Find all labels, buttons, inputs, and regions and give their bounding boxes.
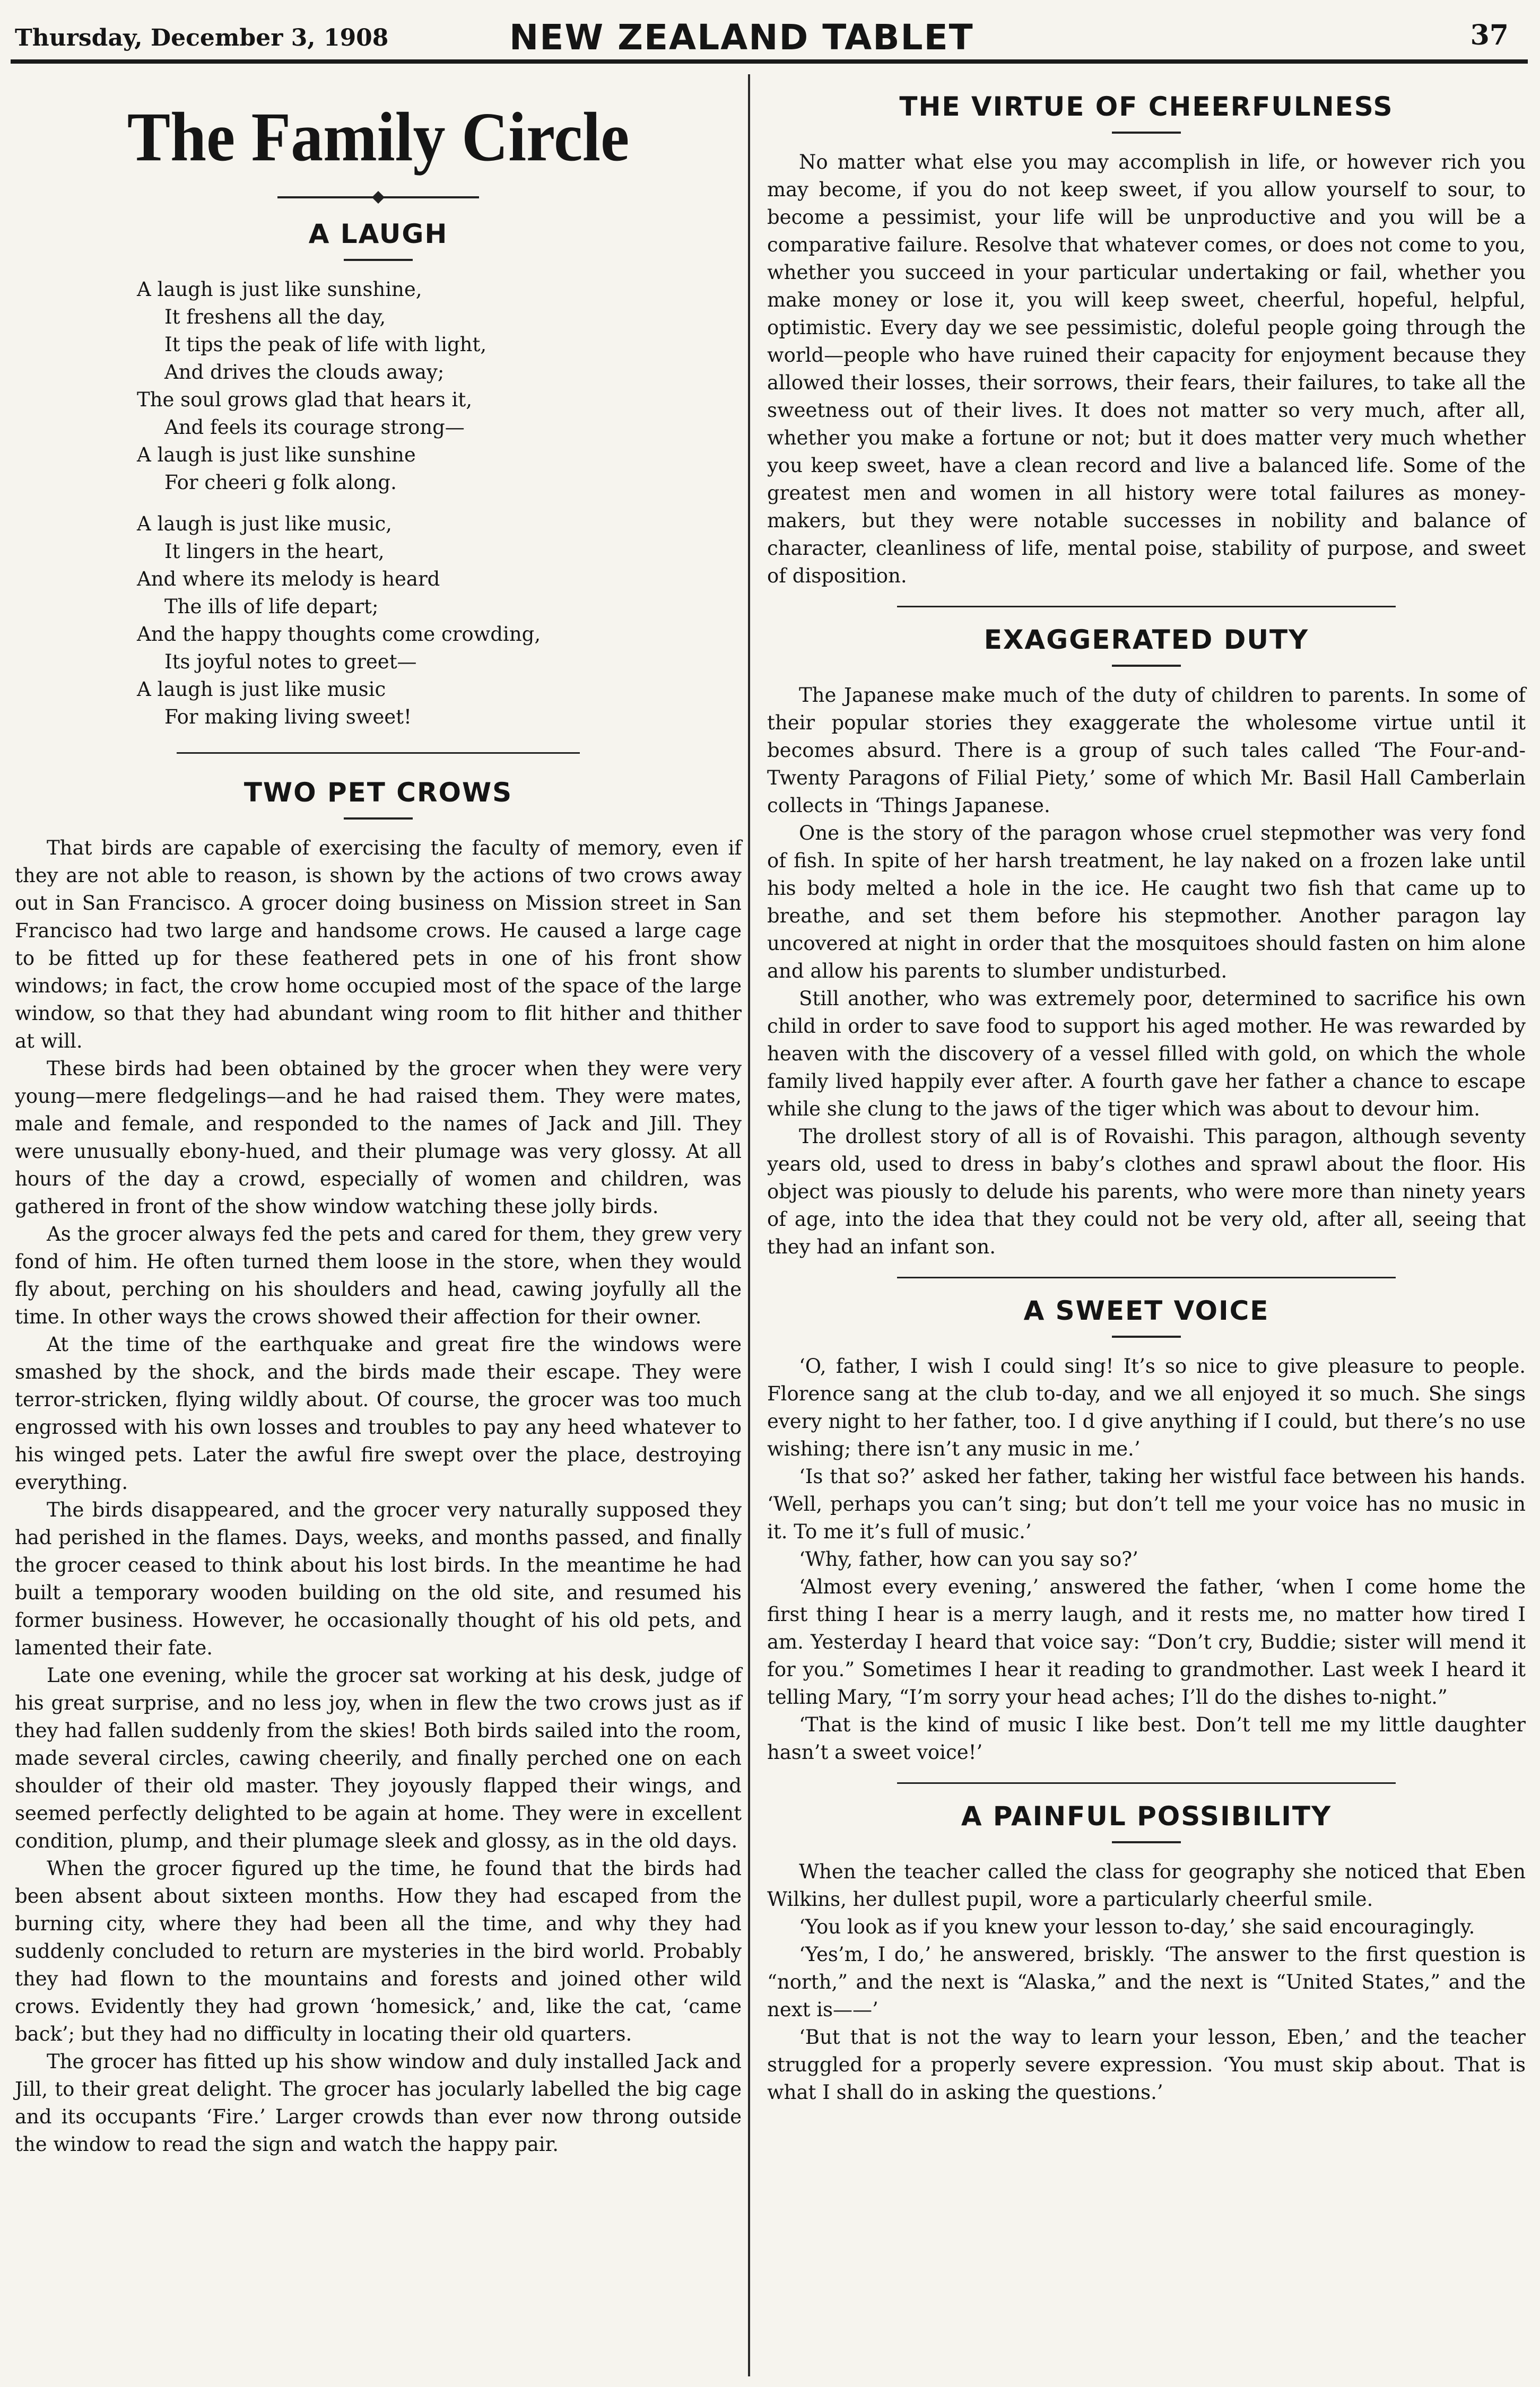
laugh-poem [137,276,742,731]
paragraph: The Japanese make much of the duty of children to parents. In some of their popular stories they exaggerate the wholesome virtue until it becomes absurd. There is a group of such tales called ‘The Four-and-Twenty Paragons of Filial Piety,’ some of which Mr. Basil Hall Camberlain collects in ‘Things Japanese. [767,684,1526,817]
painful-possibility-body [767,1858,1526,2106]
paragraph: As the grocer always fed the pets and cared for them, they grew very fond of him. He often turned them loose in the store, when they would fly about, perching on his shoulders and head, cawing joyfully all the time. In other ways the crows showed their affection for their owner. [15,1223,742,1328]
short-rule [344,817,413,820]
family-circle-title: The Family Circle [127,98,630,176]
paragraph: ‘Is that so?’ asked her father, taking her wistful face between his hands. ‘Well, perhaps you can’t sing; but don’t tell me your voice has no music in it. To me it’s full of music.’ [767,1465,1526,1543]
poem-line: It freshens all the day, [164,306,386,328]
paragraph: The grocer has fitted up his show window and duly installed Jack and Jill, to their great delight. The grocer has jocularly labelled the big cage and its occupants ‘Fire.’ Larger crowds than ever now throng outside the window to read the sign and watch the happy pair. [15,2050,742,2156]
painful-possibility-title: A PAINFUL POSSIBILITY [961,1801,1332,1832]
paragraph: These birds had been obtained by the grocer when they were very young—mere fledgelings—and he had raised them. They were mates, male and female, and responded to the names of Jack and Jill. They were unusually ebony-hued, and their plumage was very glossy. At all hours of the day a crowd, especially of women and children, was gathered in front of the show window watching these jolly birds. [15,1057,742,1218]
issue-date: Thursday, December 3, 1908 [15,24,389,51]
poem-line: For cheeri g folk along. [164,471,397,494]
laugh-title: A LAUGH [308,219,448,249]
paragraph: ‘But that is not the way to learn your lesson, Eben,’ and the teacher struggled for a properly severe expression. ‘You must skip about. That is what I shall do in asking the questions.’ [767,2026,1526,2104]
short-rule [1112,1336,1181,1338]
virtue-of-cheerfulness-title: THE VIRTUE OF CHEERFULNESS [899,91,1394,122]
diamond-ornament-icon [246,187,511,208]
poem-line: And drives the clouds away; [164,361,445,384]
paragraph: ‘Why, father, how can you say so?’ [799,1548,1138,1571]
paragraph: When the teacher called the class for geography she noticed that Eben Wilkins, her dullest pupil, wore a particularly cheerful smile. [767,1860,1526,1911]
poem-line: It lingers in the heart, [164,540,385,563]
section-divider [897,1782,1396,1784]
paragraph: ‘Almost every evening,’ answered the father, ‘when I come home the first thing I hear is a merry laugh, and it rests me, no matter how tired I am. Yesterday I heard that voice say: “Don’t cry, Buddie; sister will mend it for you.” Sometimes I hear it reading to grandmother. Last week I heard it telling Mary, “I’m sorry your head aches; I’ll do the dishes to-night.” [767,1575,1526,1709]
poem-line: The soul grows glad that hears it, [137,388,473,411]
poem-line: The ills of life depart; [164,595,379,618]
paragraph: ‘That is the kind of music I like best. Don’t tell me my little daughter hasn’t a sweet voice!’ [767,1713,1526,1764]
paragraph: One is the story of the paragon whose cruel stepmother was very fond of fish. In spite of her harsh treatment, he lay naked on a frozen lake until his body melted a hole in the ice. He caught two fish that came up to breathe, and set them before his stepmother. Another paragon lay uncovered at night in order that the mosquitoes should fasten on him alone and allow his parents to slumber undisturbed. [767,822,1526,982]
diamond-rule [15,187,742,208]
right-column [767,80,1526,2106]
sweet-voice-body [767,1353,1526,1766]
paragraph: The drollest story of all is of Rovaishi. This paragon, although seventy years old, used to dress in baby’s clothes and sprawl about the floor. His object was piously to delude his parents, who were more than ninety years of age, into the idea that they could not be very old, after all, seeing that they had an infant son. [767,1125,1526,1258]
cheerfulness-body [767,149,1526,590]
masthead [11,15,1528,64]
paragraph: ‘Yes’m, I do,’ he answered, briskly. ‘The answer to the first question is “north,” and the next is “Alaska,” and the next is “United States,” and the next is——’ [767,1943,1526,2021]
paragraph: ‘You look as if you knew your lesson to-day,’ she said encouragingly. [799,1915,1475,1938]
section-divider [897,1277,1396,1278]
short-rule [1112,665,1181,667]
poem-line: A laugh is just like music [137,678,386,701]
poem-line: And where its melody is heard [137,568,440,590]
paragraph: That birds are capable of exercising the faculty of memory, even if they are not able to reason, is shown by the actions of two crows away out in San Francisco. A grocer doing business on Mission street in San Francisco had two large and handsome crows. He caused a large cage to be fitted up for these feathered pets in one of his front show windows; in fact, the crow home occupied most of the space of the large window, so that they had abundant wing room to flit hither and thither at will. [15,837,742,1052]
section-divider [897,606,1396,607]
short-rule [1112,132,1181,134]
paragraph: When the grocer figured up the time, he found that the birds had been absent about sixteen months. How they had escaped from the burning city, where they had been all the time, and why they had suddenly concluded to return are mysteries in the bird world. Probably they had flown to the mountains and forests and joined other wild crows. Evidently they had grown ‘homesick,’ and, like the cat, ‘came back’; but they had no difficulty in locating their old quarters. [15,1857,742,2045]
paragraph: No matter what else you may accomplish in life, or however rich you may become, if you do not keep sweet, if you allow yourself to sour, to become a pessimist, your life will be unproductive and you will be a comparative failure. Resolve that whatever comes, or does not come to you, whether you succeed in your particular undertaking or fail, whether you make money or lose it, you will keep sweet, cheerful, hopeful, helpful, optimistic. Every day we see pessimistic, doleful people going through the world—people who have ruined their capacity for enjoyment because they allowed their losses, their sorrows, their fears, their failures, to take all the sweetness out of their lives. It does not matter so very much, after all, whether you make a fortune or not; but it does matter very much whether you keep sweet, have a clean record and live a balanced life. Some of the greatest men and women in all history were total failures as money-makers, but they were notable successes in nobility and balance of character, cleanliness of life, mental poise, stability of purpose, and sweet of disposition. [767,151,1526,587]
page-number: 37 [1470,19,1509,51]
paragraph: ‘O, father, I wish I could sing! It’s so nice to give pleasure to people. Florence sang at the club to-day, and we all enjoyed it so much. She sings every night to her father, too. I d give anything if I could, but there’s no use wishing; there isn’t any music in me.’ [767,1355,1526,1460]
paragraph: Still another, who was extremely poor, determined to sacrifice his own child in order to save food to support his aged mother. He was rewarded by heaven with the discovery of a vessel filled with gold, on which the whole family lived happily ever after. A fourth gave her father a chance to escape while she clung to the jaws of the tiger which was about to devour him. [767,987,1526,1120]
paragraph: Late one evening, while the grocer sat working at his desk, judge of his great surprise, and no less joy, when in flew the two crows just as if they had fallen suddenly from the skies! Both birds sailed into the room, made several circles, cawing cheerily, and finally perched one on each shoulder of their old master. They joyously flapped their wings, and seemed perfectly delighted to be again at home. They were in excellent condition, plump, and their plumage sleek and glossy, as in the old days. [15,1664,742,1852]
paragraph: The birds disappeared, and the grocer very naturally supposed they had perished in the flames. Days, weeks, and months passed, and finally the grocer ceased to think about his lost birds. In the meantime he had built a temporary wooden building on the old site, and resumed his former business. However, he occasionally thought of his old pets, and lamented their fate. [15,1499,742,1659]
poem-line: And the happy thoughts come crowding, [137,623,541,646]
exaggerated-duty-body [767,682,1526,1261]
poem-line: A laugh is just like sunshine [137,443,416,466]
poem-line: Its joyful notes to greet— [164,650,417,673]
two-pet-crows-title: TWO PET CROWS [243,777,513,808]
column-rule [748,74,750,2376]
poem-line: A laugh is just like sunshine, [137,278,422,301]
section-divider [177,752,580,754]
short-rule [1112,1841,1181,1843]
left-column [15,80,742,2158]
poem-line: A laugh is just like music, [137,512,392,535]
poem-line: And feels its courage strong— [164,416,465,439]
poem-line: For making living sweet! [164,705,412,728]
short-rule [344,259,413,261]
poem-line: It tips the peak of life with light, [164,333,487,356]
paragraph: At the time of the earthquake and great fire the windows were smashed by the shock, and the birds made their escape. They were terror-stricken, flying wildly about. Of course, the grocer was too much engrossed with his own losses and troubles to pay any heed whatever to his winged pets. Later the awful fire swept over the place, destroying everything. [15,1333,742,1494]
two-pet-crows-body [15,834,742,2158]
paper-title: NEW ZEALAND TABLET [509,17,974,58]
stanza-gap [137,496,742,510]
sweet-voice-title: A SWEET VOICE [1023,1295,1269,1326]
exaggerated-duty-title: EXAGGERATED DUTY [984,624,1309,655]
